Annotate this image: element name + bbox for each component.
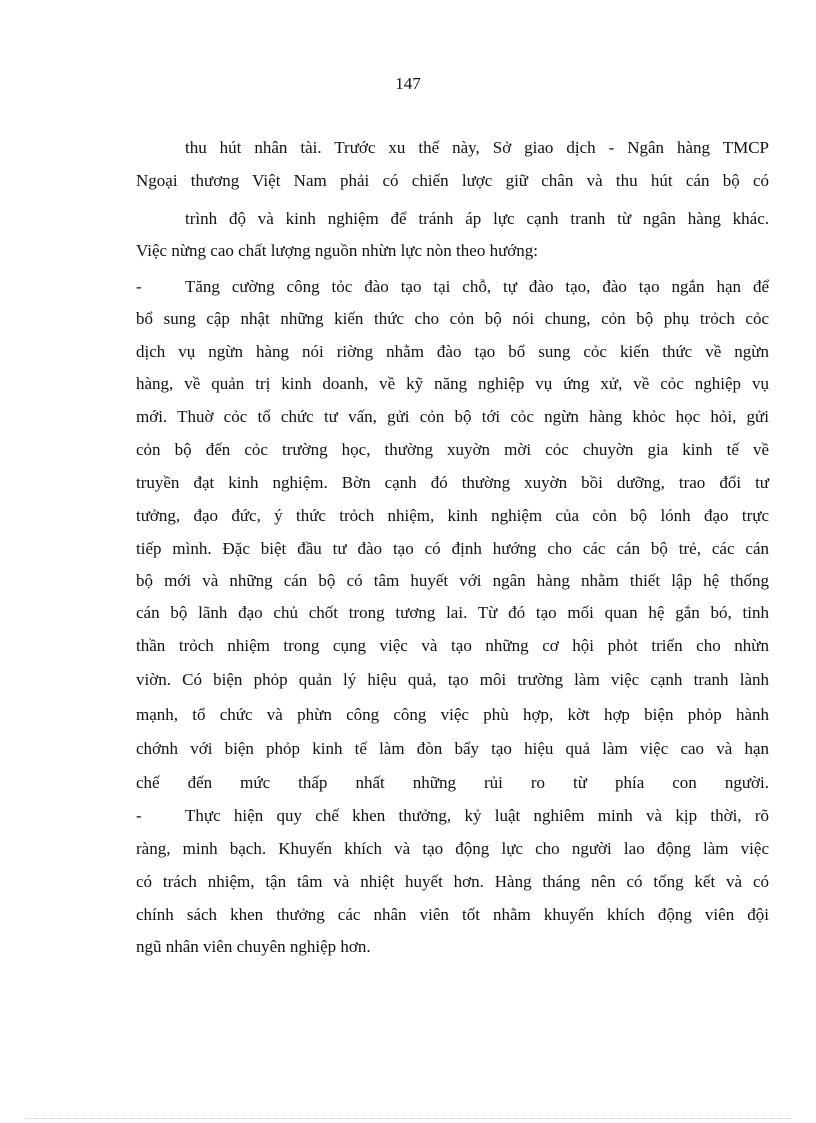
text-line: viờn. Có biện phỏp quản lý hiệu quả, tạo môi trường làm việc cạnh tranh lành (136, 670, 769, 689)
bullet-dash: - (136, 277, 142, 296)
text-line: tiếp mình. Đặc biệt đầu tư đào tạo có định hướng cho các cán bộ trẻ, các cán (136, 539, 769, 558)
page-number: 147 (395, 74, 421, 93)
text-line: cán bộ lãnh đạo chủ chốt trong tương lai. Từ đó tạo mối quan hệ gắn bó, tinh (136, 603, 769, 622)
text-line: Việc nừng cao chất lượng nguồn nhừn lực nòn theo hướng: (136, 241, 539, 260)
text-line: chính sách khen thưởng các nhân viên tốt nhằm khuyến khích động viên đội (136, 905, 769, 924)
text-line: Thực hiện quy chế khen thưởng, kỷ luật nghiêm minh và kịp thời, rõ (185, 806, 769, 825)
text-line: chớnh với biện phỏp kinh tế làm đòn bẩy tạo hiệu quả làm việc cao và hạn (136, 739, 769, 758)
text-line: tưởng, đạo đức, ý thức trỏch nhiệm, kinh nghiệm của cỏn bộ lónh đạo trực (136, 506, 769, 525)
text-line: mạnh, tổ chức và phừn công công việc phù hợp, kờt hợp biện phỏp hành (136, 705, 769, 724)
text-line: Ngoại thương Việt Nam phải có chiến lược giữ chân và thu hút cán bộ có (136, 171, 769, 190)
text-line: mới. Thuờ cỏc tổ chức tư vấn, gửi cỏn bộ tới cỏc ngừn hàng khỏc học hỏi, gửi (136, 407, 769, 426)
text-line: dịch vụ ngừn hàng nói riờng nhằm đào tạo bổ sung cỏc kiến thức về ngừn (136, 342, 769, 361)
text-line: thu hút nhân tài. Trước xu thế này, Sở giao dịch - Ngân hàng TMCP (185, 138, 769, 157)
text-line: Tăng cường công tỏc đào tạo tại chỗ, tự đào tạo, đào tạo ngắn hạn để (185, 277, 769, 296)
text-line: hàng, về quản trị kinh doanh, về kỹ năng nghiệp vụ ứng xử, về cỏc nghiệp vụ (136, 374, 769, 393)
text-line: chế đến mức thấp nhất những rủi ro từ phía con người. (136, 773, 769, 792)
text-line: bổ sung cập nhật những kiến thức cho cỏn bộ nói chung, cỏn bộ phụ trỏch cỏc (136, 309, 769, 328)
text-line: thần trỏch nhiệm trong cụng việc và tạo những cơ hội phỏt triển cho nhừn (136, 636, 769, 655)
text-line: trình độ và kinh nghiệm để tránh áp lực cạnh tranh từ ngân hàng khác. (185, 209, 769, 228)
text-line: bộ mới và những cán bộ có tâm huyết với ngân hàng nhằm thiết lập hệ thống (136, 571, 769, 590)
bullet-dash: - (136, 806, 142, 825)
text-line: truyền đạt kinh nghiệm. Bờn cạnh đó thường xuyờn bồi dưỡng, trao đổi tư (136, 473, 769, 492)
page-bottom-rule (25, 1118, 791, 1119)
text-line: ràng, minh bạch. Khuyến khích và tạo động lực cho người lao động làm việc (136, 839, 769, 858)
text-line: cỏn bộ đến cỏc trường học, thường xuyờn mời cỏc chuyờn gia kinh tế về (136, 440, 769, 459)
text-line: có trách nhiệm, tận tâm và nhiệt huyết hơn. Hàng tháng nên có tổng kết và có (136, 872, 769, 891)
text-line: ngũ nhân viên chuyên nghiệp hơn. (136, 937, 371, 956)
